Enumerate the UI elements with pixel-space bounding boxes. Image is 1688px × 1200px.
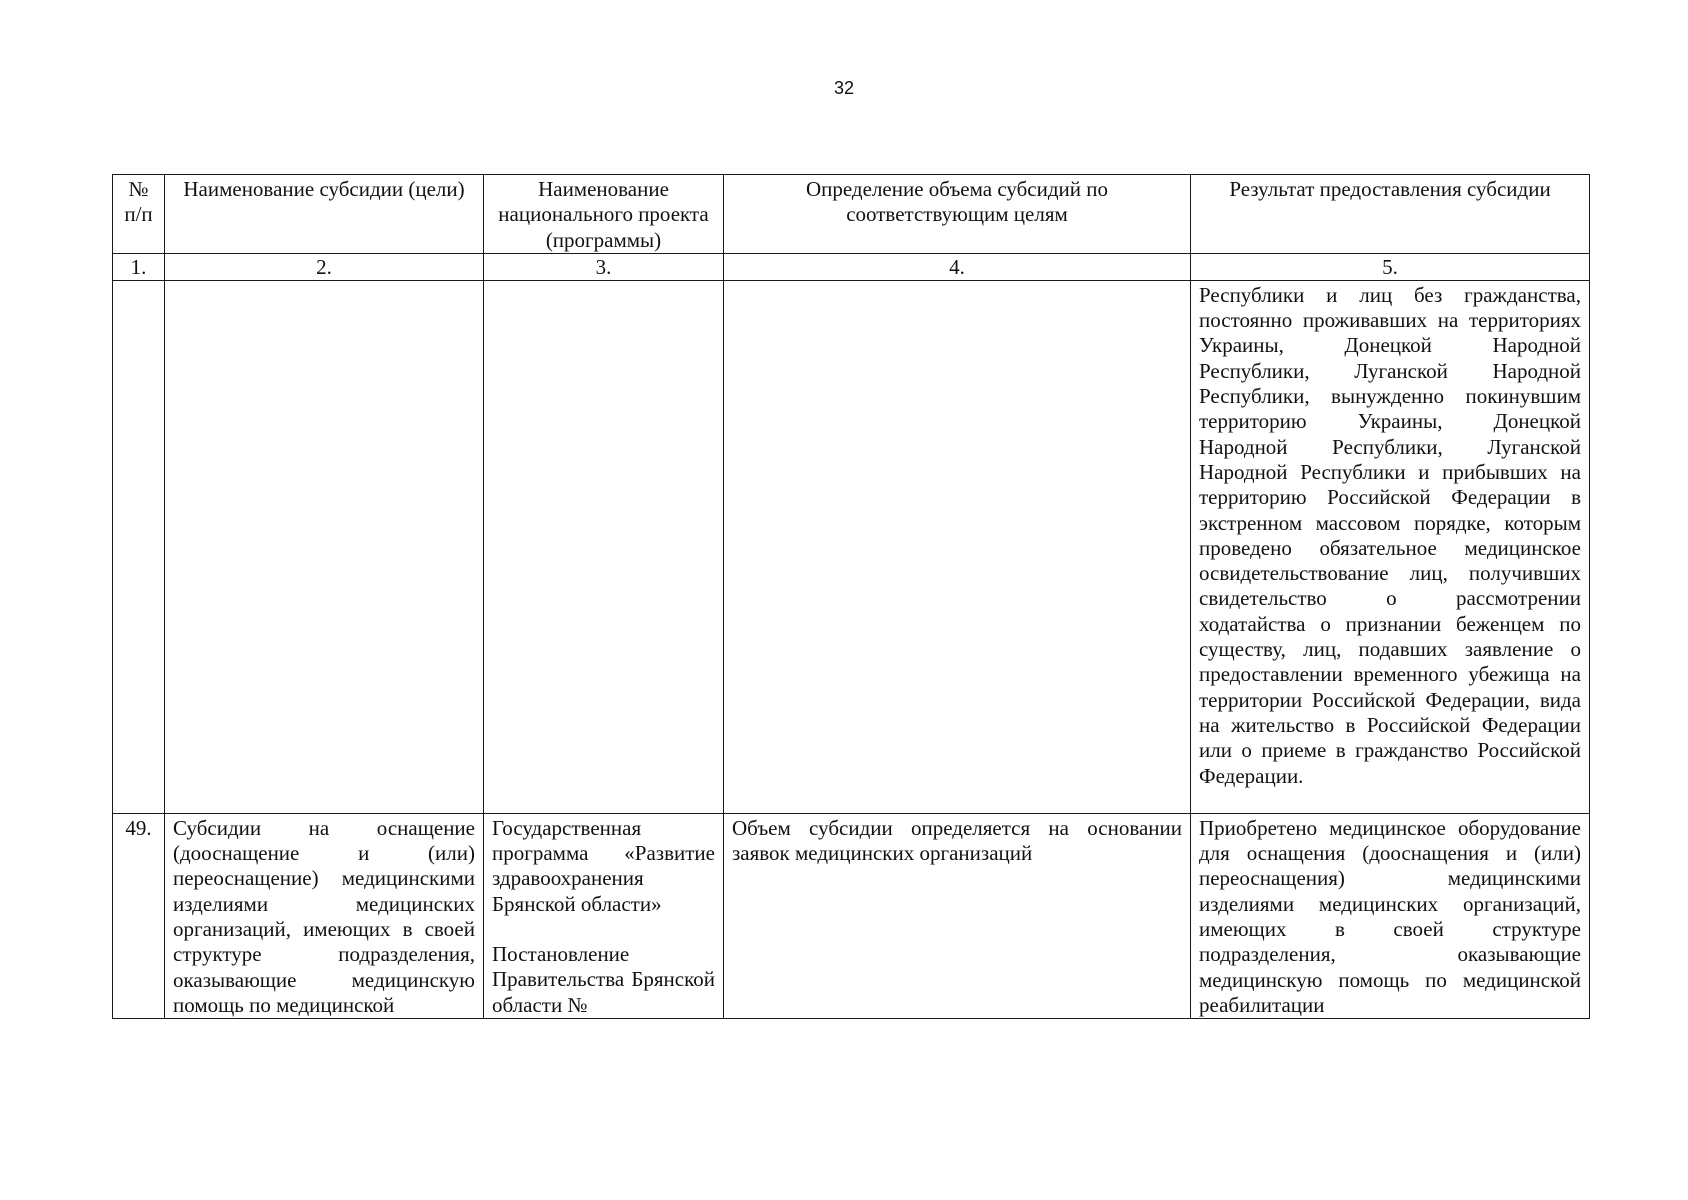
column-number-row bbox=[113, 253, 1590, 280]
cell-national-project bbox=[484, 813, 724, 1018]
program-name: Государственная программа «Развитие здравоохранения Брянской области» bbox=[492, 815, 715, 916]
header-number: № п/п bbox=[113, 175, 165, 254]
header-row bbox=[113, 175, 1590, 254]
cell-result: Республики и лиц без гражданства, постоянно проживавших на территориях Украины, Донецкой Народной Республики, Луганской Народной Республики, вынужденно покинувшим территорию Украины, Донецкой Народной Республики, Луганской Народной Республики и прибывших на территорию Российской Федерации в экстренном массовом порядке, которым проведено обязательное медицинское освидетельствование лиц, получивших свидетельство о рассмотрении ходатайства о признании беженцем по существу, лиц, подавших заявление о предоставлении временного убежища на территории Российской Федерации, вида на жительство в Российской Федерации или о приеме в гражданство Российской Федерации. bbox=[1191, 280, 1590, 813]
cell-result: Приобретено медицинское оборудование для оснащения (дооснащения и (или) переоснащения) медицинскими изделиями медицинских организаций, имеющих в своей структуре подразделения, оказывающие медицинскую помощь по медицинской реабилитации bbox=[1191, 813, 1590, 1018]
cell-volume-definition bbox=[724, 280, 1191, 813]
cell-number bbox=[113, 280, 165, 813]
cell-subsidy-name bbox=[165, 280, 484, 813]
table-row-49 bbox=[113, 813, 1590, 1018]
column-number-5: 5. bbox=[1191, 253, 1590, 280]
page-number: 32 bbox=[833, 78, 855, 98]
subsidy-table bbox=[112, 174, 1590, 1019]
table-row-continuation bbox=[113, 280, 1590, 813]
header-result: Результат предоставления субсидии bbox=[1191, 175, 1590, 254]
cell-number: 49. bbox=[113, 813, 165, 1018]
header-national-project: Наименование национального проекта (программы) bbox=[484, 175, 724, 254]
column-number-4: 4. bbox=[724, 253, 1191, 280]
column-number-2: 2. bbox=[165, 253, 484, 280]
cell-subsidy-name: Субсидии на оснащение (дооснащение и (или) переоснащение) медицинскими изделиями медицинских организаций, имеющих в своей структуре подразделения, оказывающие медицинскую помощь по медицинской bbox=[165, 813, 484, 1018]
header-subsidy-name: Наименование субсидии (цели) bbox=[165, 175, 484, 254]
header-volume-definition: Определение объема субсидий по соответствующим целям bbox=[724, 175, 1191, 254]
cell-national-project bbox=[484, 280, 724, 813]
column-number-1: 1. bbox=[113, 253, 165, 280]
cell-volume-definition: Объем субсидии определяется на основании заявок медицинских организаций bbox=[724, 813, 1191, 1018]
column-number-3: 3. bbox=[484, 253, 724, 280]
paragraph-gap bbox=[492, 917, 715, 942]
resolution-reference: Постановление Правительства Брянской области № bbox=[492, 942, 715, 1017]
